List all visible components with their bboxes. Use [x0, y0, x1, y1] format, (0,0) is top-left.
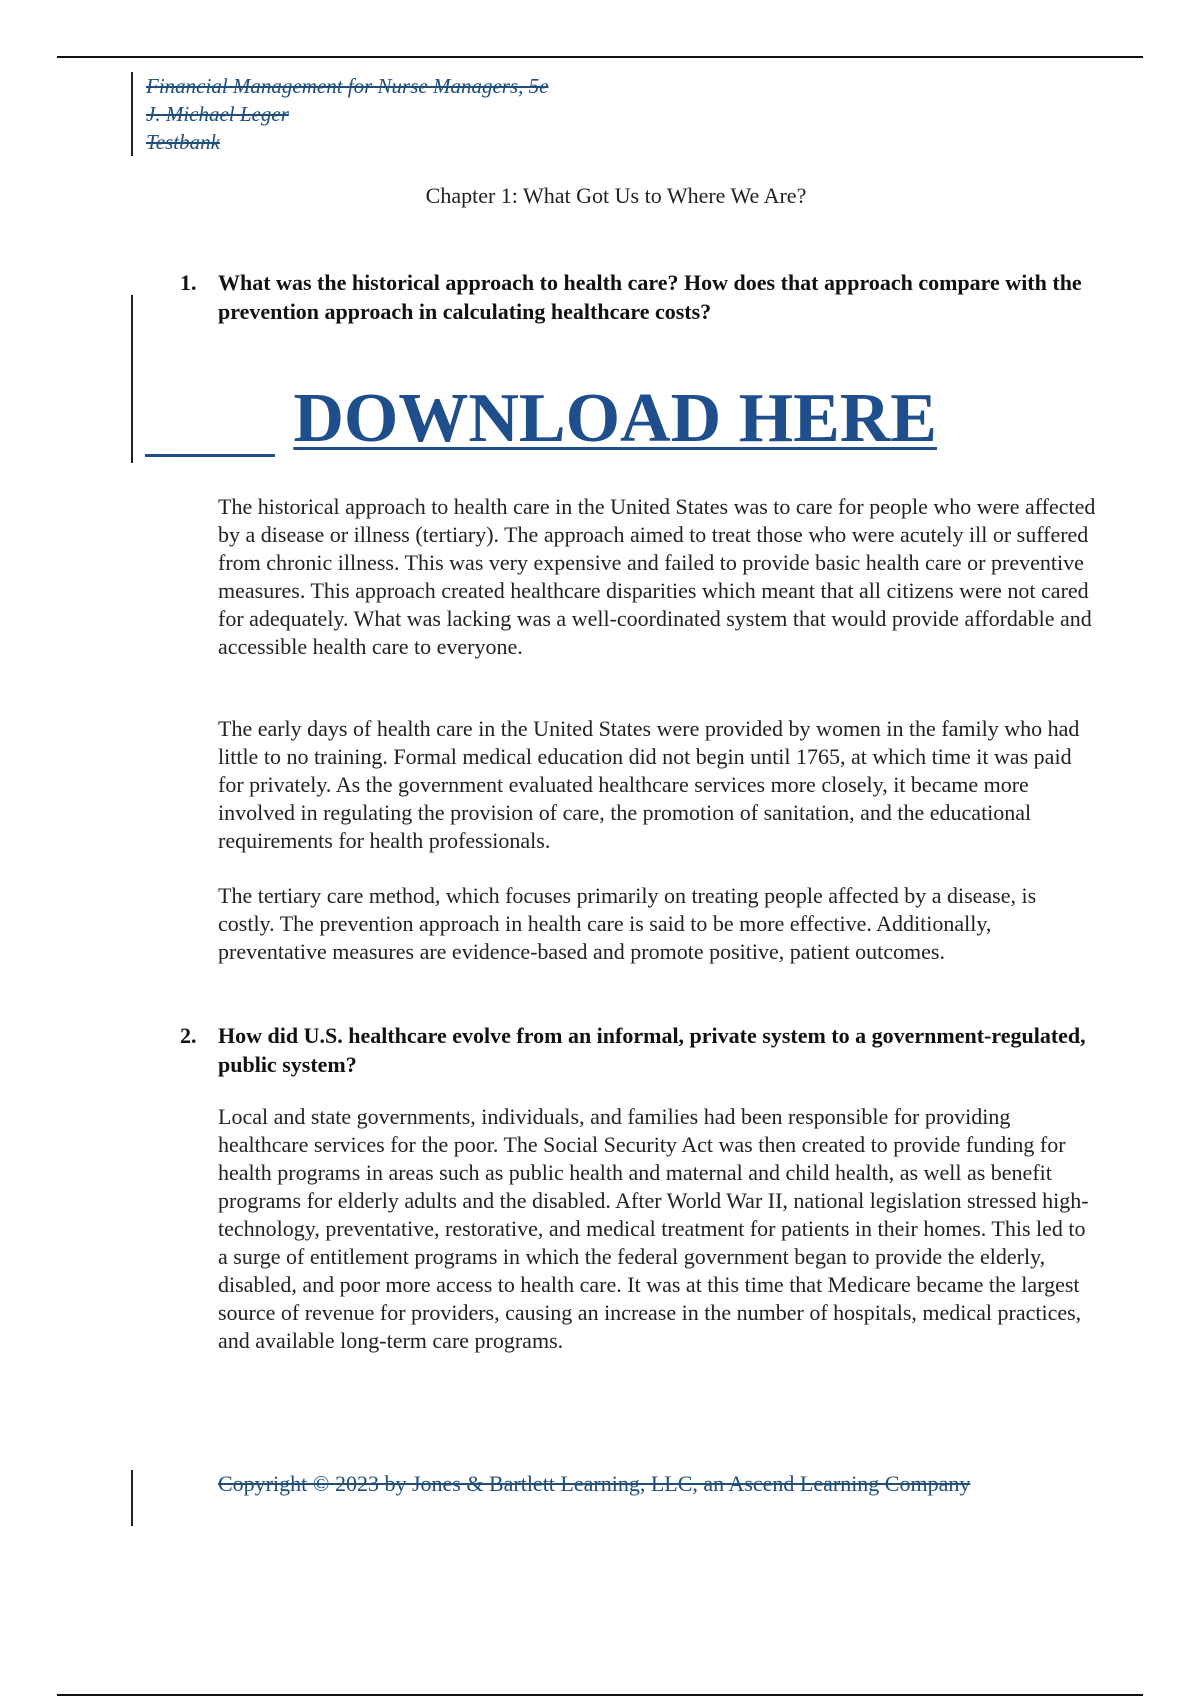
answer-1-paragraph-3: The tertiary care method, which focuses primarily on treating people affected by a disease, is costly. The prevention approach in health care is said to be more effective. Additionally, preventative measures are evidence-based and promote positive, patient outcomes. [218, 883, 1037, 964]
question-number: 2. [180, 1023, 197, 1048]
question-text: What was the historical approach to health care? How does that approach compare with the prevention approach in calculating healthcare costs? [218, 270, 1082, 324]
chapter-title: Chapter 1: What Got Us to Where We Are? [425, 183, 807, 208]
document-type: Testbank [146, 130, 220, 154]
question-2 [180, 1021, 1100, 1079]
question-1 [180, 268, 1100, 326]
question-number: 1. [180, 270, 197, 295]
bottom-rule [57, 1694, 1143, 1696]
book-title: Financial Management for Nurse Managers, 5e [146, 74, 549, 98]
answer-1-paragraph-1: The historical approach to health care in the United States was to care for people who were affected by a disease or illness (tertiary). The approach aimed to treat those who were acutely ill or suffered from chronic illness. This was very expensive and failed to provide basic health care or preventive measures. This approach created healthcare disparities which meant that all citizens were not cared for adequately. What was lacking was a well-coordinated system that would provide affordable and accessible health care to everyone. [218, 494, 1096, 659]
change-bar-header [131, 72, 133, 156]
change-bar-footer [131, 1470, 133, 1526]
question-text: How did U.S. healthcare evolve from an informal, private system to a government-regulated, public system? [218, 1023, 1086, 1077]
top-rule [57, 56, 1143, 58]
download-link[interactable]: DOWNLOAD HERE [293, 380, 937, 457]
author-name: J. Michael Leger [146, 102, 289, 126]
copyright-notice: Copyright © 2023 by Jones & Bartlett Learning, LLC, an Ascend Learning Company [218, 1471, 971, 1496]
answer-2-paragraph-1: Local and state governments, individuals, and families had been responsible for providing healthcare services for the poor. The Social Security Act was then created to provide funding for health programs in areas such as public health and maternal and child health, as well as benefit programs for elderly adults and the disabled. After World War II, national legislation stressed high-technology, preventative, restorative, and medical treatment for patients in their homes. This led to a surge of entitlement programs in which the federal government began to provide the elderly, disabled, and poor more access to health care. It was at this time that Medicare became the largest source of revenue for providers, causing an increase in the number of hospitals, medical practices, and available long-term care programs. [218, 1104, 1089, 1353]
document-header [146, 72, 548, 156]
change-bar-download [131, 295, 133, 463]
answer-1-paragraph-2: The early days of health care in the United States were provided by women in the family who had little to no training. Formal medical education did not begin until 1765, at which time it was paid for privately. As the government evaluated healthcare services more closely, it became more involved in regulating the provision of care, the promotion of sanitation, and the educational requirements for health professionals. [218, 716, 1080, 853]
